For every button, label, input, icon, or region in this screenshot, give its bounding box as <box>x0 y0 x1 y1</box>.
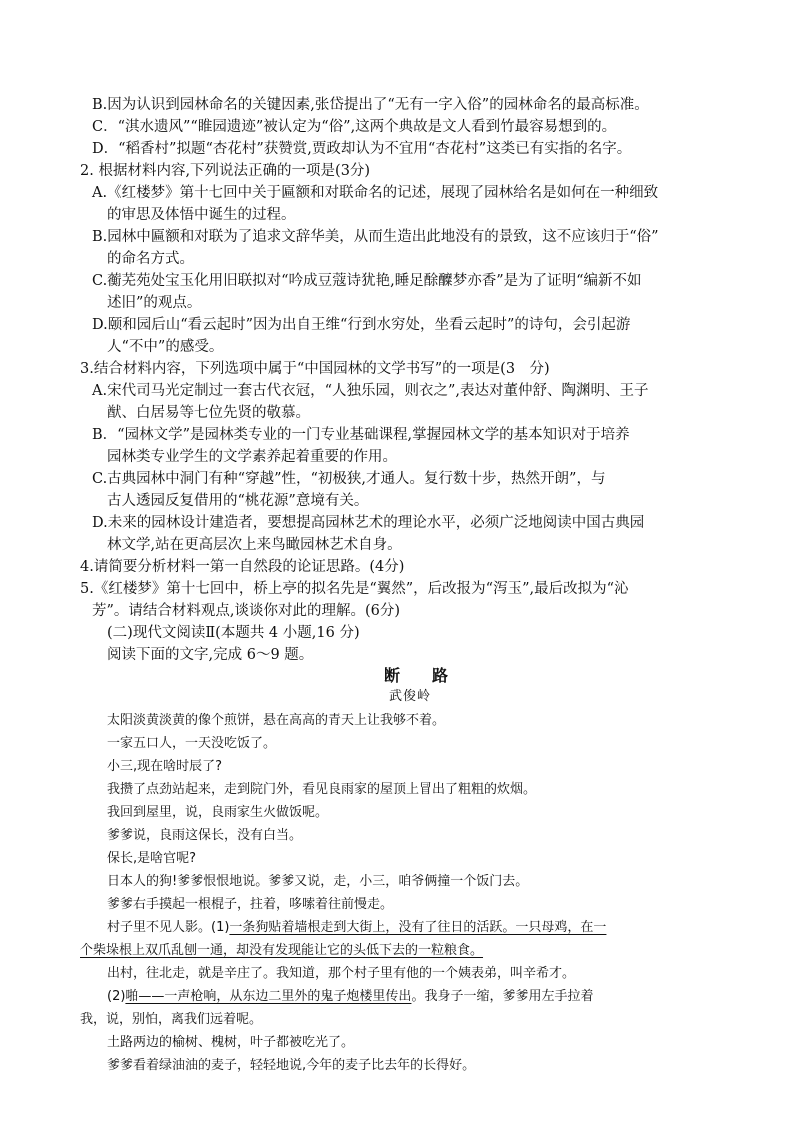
story-paragraph-underlined-cont <box>80 940 483 962</box>
story-paragraph: 爹爹说，良雨这保长，没有白当。 <box>107 828 303 843</box>
section-instruction: 阅读下面的文字,完成 6～9 题。 <box>107 647 314 663</box>
underlined-sentence-2: 啪——一声枪响，从东边二里外的鬼子炮楼里传出 <box>125 989 412 1004</box>
story-text: 村子里不见人影。(1) <box>107 920 230 935</box>
story-paragraph-underlined <box>107 917 606 939</box>
q1-option-d: D．“稻香村”拟题“杏花村”获赞赏,贾政却认为不宜用“杏花村”这类已有实指的名字。 <box>92 141 632 157</box>
q2-option-d-cont: 人“不中”的感受。 <box>107 339 224 355</box>
story-text: (2) <box>107 989 126 1004</box>
story-text: 。我身子一缩，爹爹用左手拉着 <box>411 989 594 1004</box>
q2-option-c: C.蘅芜苑处宝玉化用旧联拟对“吟成豆蔻诗犹艳,睡足酴醾梦亦香”是为了证明“编新不如 <box>92 273 642 289</box>
q5-stem-cont: 芳”。请结合材料观点,谈谈你对此的理解。(6分) <box>92 603 401 619</box>
q5-stem: 5.《红楼梦》第十七回中，桥上亭的拟名先是“翼然”，后改报为“泻玉”,最后改拟为“沁 <box>80 581 629 597</box>
story-paragraph: 我回到屋里，说，良雨家生火做饭呢。 <box>107 805 329 820</box>
story-paragraph: 我攒了点劲站起来，走到院门外，看见良雨家的屋顶上冒出了粗粗的炊烟。 <box>107 782 537 797</box>
story-paragraph: 保长,是啥官呢? <box>107 851 197 866</box>
story-paragraph-cont: 我，说，别怕，离我们远着呢。 <box>80 1012 263 1027</box>
story-author: 武俊岭 <box>389 689 432 704</box>
q3-option-d: D.未来的园林设计建造者，要想提高园林艺术的理论水平，必须广泛地阅读中国古典园 <box>92 515 645 531</box>
story-paragraph: 一家五口人，一天没吃饭了。 <box>107 736 277 751</box>
q3-option-c: C.古典园林中洞门有种“穿越”性，“初极狭,才通人。复行数十步，热然开朗”，与 <box>92 471 606 487</box>
story-paragraph: 日本人的狗!爹爹恨恨地说。爹爹又说，走，小三，咱爷俩撞一个饭门去。 <box>107 874 529 889</box>
section-heading: (二)现代文阅读Ⅱ(本题共 4 小题,16 分) <box>107 625 360 641</box>
underlined-sentence-1-cont: 个柴垛根上双爪乱刨一通，却没有发现能让它的头低下去的一粒粮食。 <box>80 943 484 958</box>
q2-option-a: A.《红楼梦》第十七回中关于匾额和对联命名的记述，展现了园林给名是如何在一种细致 <box>92 185 659 201</box>
q4-stem: 4.请简要分析材料一第一自然段的论证思路。(4分) <box>80 559 405 575</box>
q1-option-b: B.因为认识到园林命名的关键因素,张岱提出了“无有一字入俗”的园林命名的最高标准。 <box>92 97 649 113</box>
q3-option-a: A.宋代司马光定制过一套古代衣冠，“人独乐园，则衣之”,表达对董仲舒、陶渊明、王子 <box>92 383 649 399</box>
underlined-sentence-1: 一条狗贴着墙根走到大街上，没有了往日的活跃。一只母鸡，在一 <box>229 920 607 935</box>
q2-option-c-cont: 述旧”的观点。 <box>107 295 202 311</box>
q3-option-a-cont: 猷、白居易等七位先贤的敬慕。 <box>107 405 310 421</box>
story-paragraph: 爹爹看着绿油油的麦子，轻轻地说,今年的麦子比去年的长得好。 <box>107 1058 476 1073</box>
story-paragraph: 土路两边的榆树、槐树，叶子都被吃光了。 <box>107 1035 355 1050</box>
q3-stem: 3.结合材料内容，下列选项中属于“中国园林的文学书写”的一项是(3 分) <box>80 361 550 377</box>
q3-option-c-cont: 古人透园反复借用的“桃花源”意境有关。 <box>107 493 369 509</box>
q1-option-c: C．“淇水遗风”“睢园遗迹”被认定为“俗”,这两个典故是文人看到竹最容易想到的。 <box>92 119 617 135</box>
q2-stem: 2. 根据材料内容,下列说法正确的一项是(3分) <box>80 163 371 179</box>
q2-option-a-cont: 的审思及体悟中诞生的过程。 <box>107 207 296 223</box>
story-paragraph: 出村，往北走，就是辛庄了。我知道，那个村子里有他的一个姨表弟，叫辛希才。 <box>107 966 576 981</box>
story-paragraph-underlined <box>107 986 593 1008</box>
story-paragraph: 太阳淡黄淡黄的像个煎饼，悬在高高的青天上让我够不着。 <box>107 713 446 728</box>
story-title: 断 路 <box>384 666 457 685</box>
q2-option-b-cont: 的命名方式。 <box>107 251 194 267</box>
story-paragraph: 爹爹右手摸起一根棍子，拄着，哆嗦着往前慢走。 <box>107 897 394 912</box>
q3-option-d-cont: 林文学,站在更高层次上来鸟瞰园林艺术自身。 <box>107 537 402 553</box>
q2-option-d: D.颐和园后山“看云起时”因为出自王维“行到水穷处，坐看云起时”的诗句，会引起游 <box>92 317 631 333</box>
q3-option-b-cont: 园林类专业学生的文学素养起着重要的作用。 <box>107 449 397 465</box>
q2-option-b: B.园林中匾额和对联为了追求文辞华美，从而生造出此地没有的景致，这不应该归于“俗” <box>92 229 659 245</box>
story-paragraph: 小三,现在啥时辰了? <box>107 759 223 774</box>
q3-option-b: B．“园林文学”是园林类专业的一门专业基础课程,掌握园林文学的基本知识对于培养 <box>92 427 630 443</box>
